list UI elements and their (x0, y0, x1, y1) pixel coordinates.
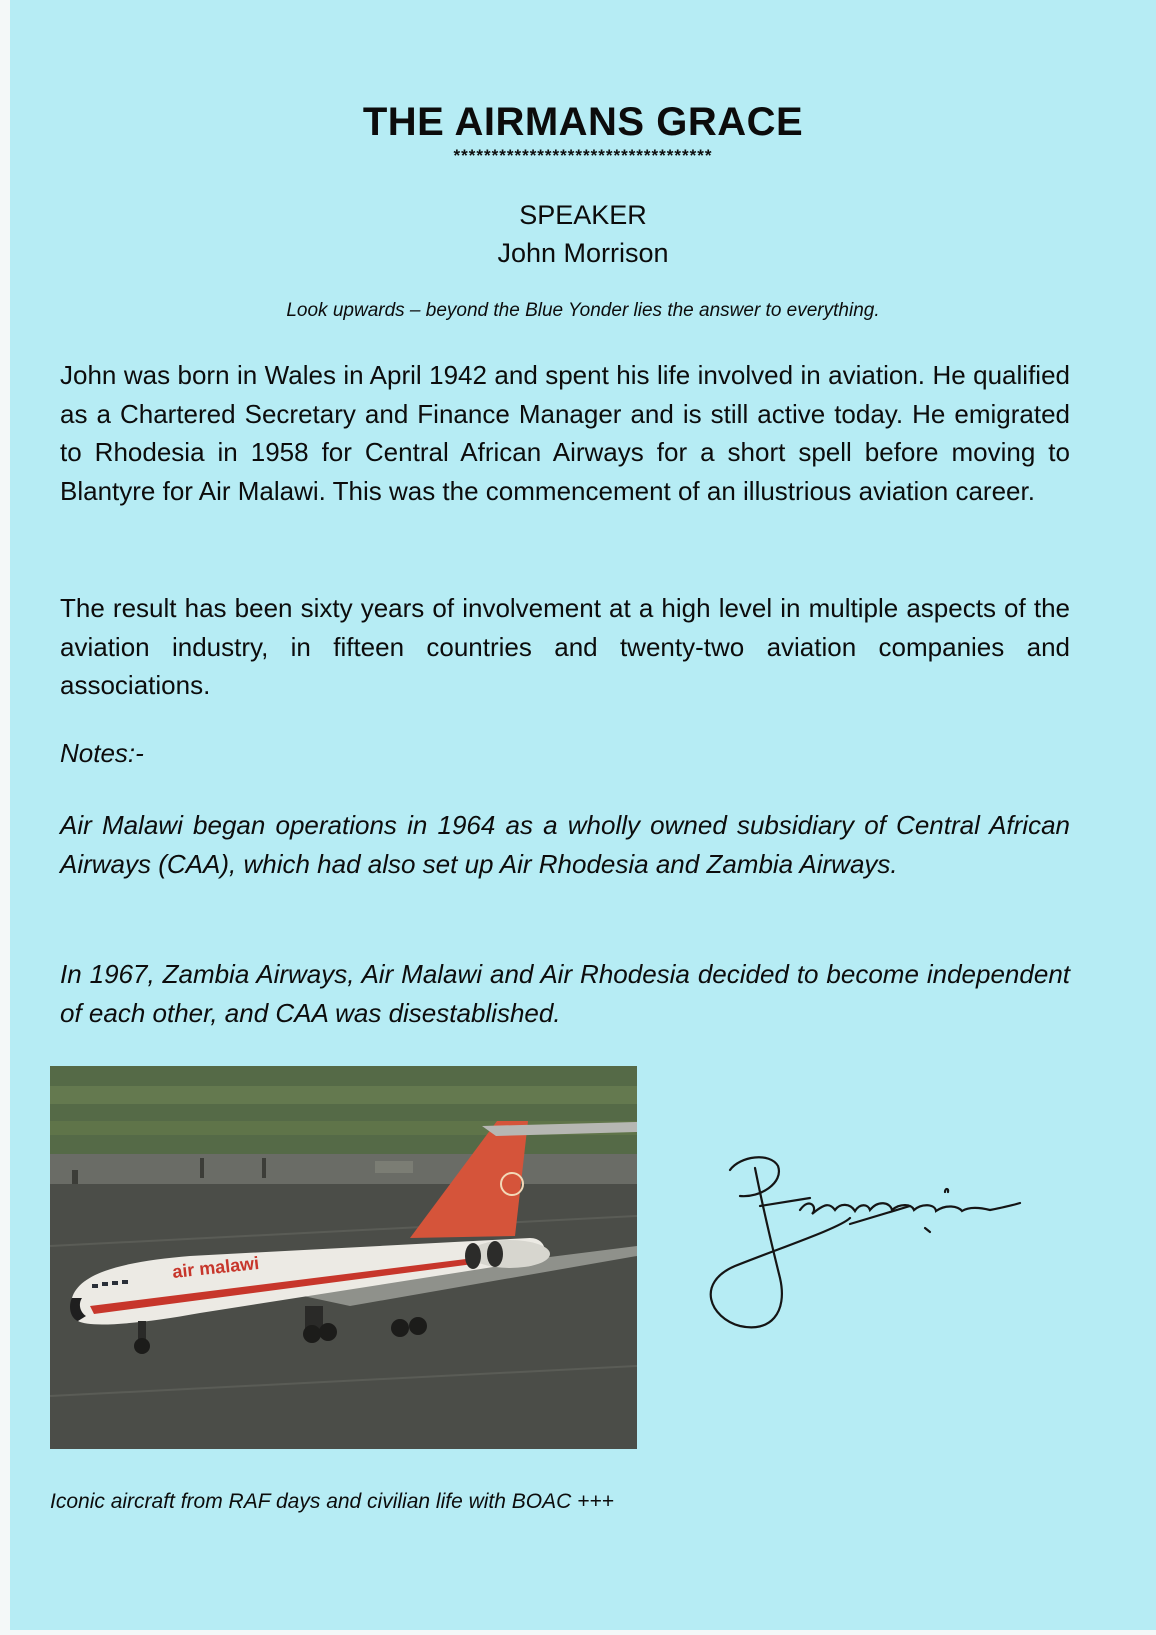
signature (700, 1148, 1080, 1348)
paragraph-biography: John was born in Wales in April 1942 and spent his life involved in aviation. He qualified as a Chartered Secretary and Finance Manager and is still active today. He emigrated to Rhodesia in 1958 for Central African Airways for a short spell before moving to Blantyre for Air Malawi. This was the commencement of an illustrious aviation career. (60, 360, 1070, 506)
notes-label: Notes:- (60, 738, 144, 768)
speaker-label: SPEAKER (519, 200, 647, 230)
title-underline-stars: ********************************** (453, 146, 713, 165)
quote: Look upwards – beyond the Blue Yonder lies the answer to everything. (286, 300, 880, 321)
document-page (10, 0, 1156, 1630)
document-title: THE AIRMANS GRACE (362, 100, 804, 144)
speaker-name: John Morrison (497, 238, 669, 268)
photo-caption: Iconic aircraft from RAF days and civilian life with BOAC +++ (50, 1490, 614, 1513)
airplane-livery-text: air malawi (171, 1252, 260, 1282)
airplane-photo (50, 1066, 637, 1449)
note-air-malawi: Air Malawi began operations in 1964 as a wholly owned subsidiary of Central African Airways (CAA), which had also set up Air Rhodesia and Zambia Airways. (60, 810, 1070, 879)
note-caa-disestablished: In 1967, Zambia Airways, Air Malawi and Air Rhodesia decided to become independent of each other, and CAA was disestablished. (60, 959, 1070, 1028)
airplane-photo-icon (50, 1066, 637, 1449)
paragraph-career: The result has been sixty years of involvement at a high level in multiple aspects of the aviation industry, in fifteen countries and twenty-two aviation companies and associations. (60, 593, 1070, 700)
handwritten-signature-icon (700, 1148, 1080, 1348)
